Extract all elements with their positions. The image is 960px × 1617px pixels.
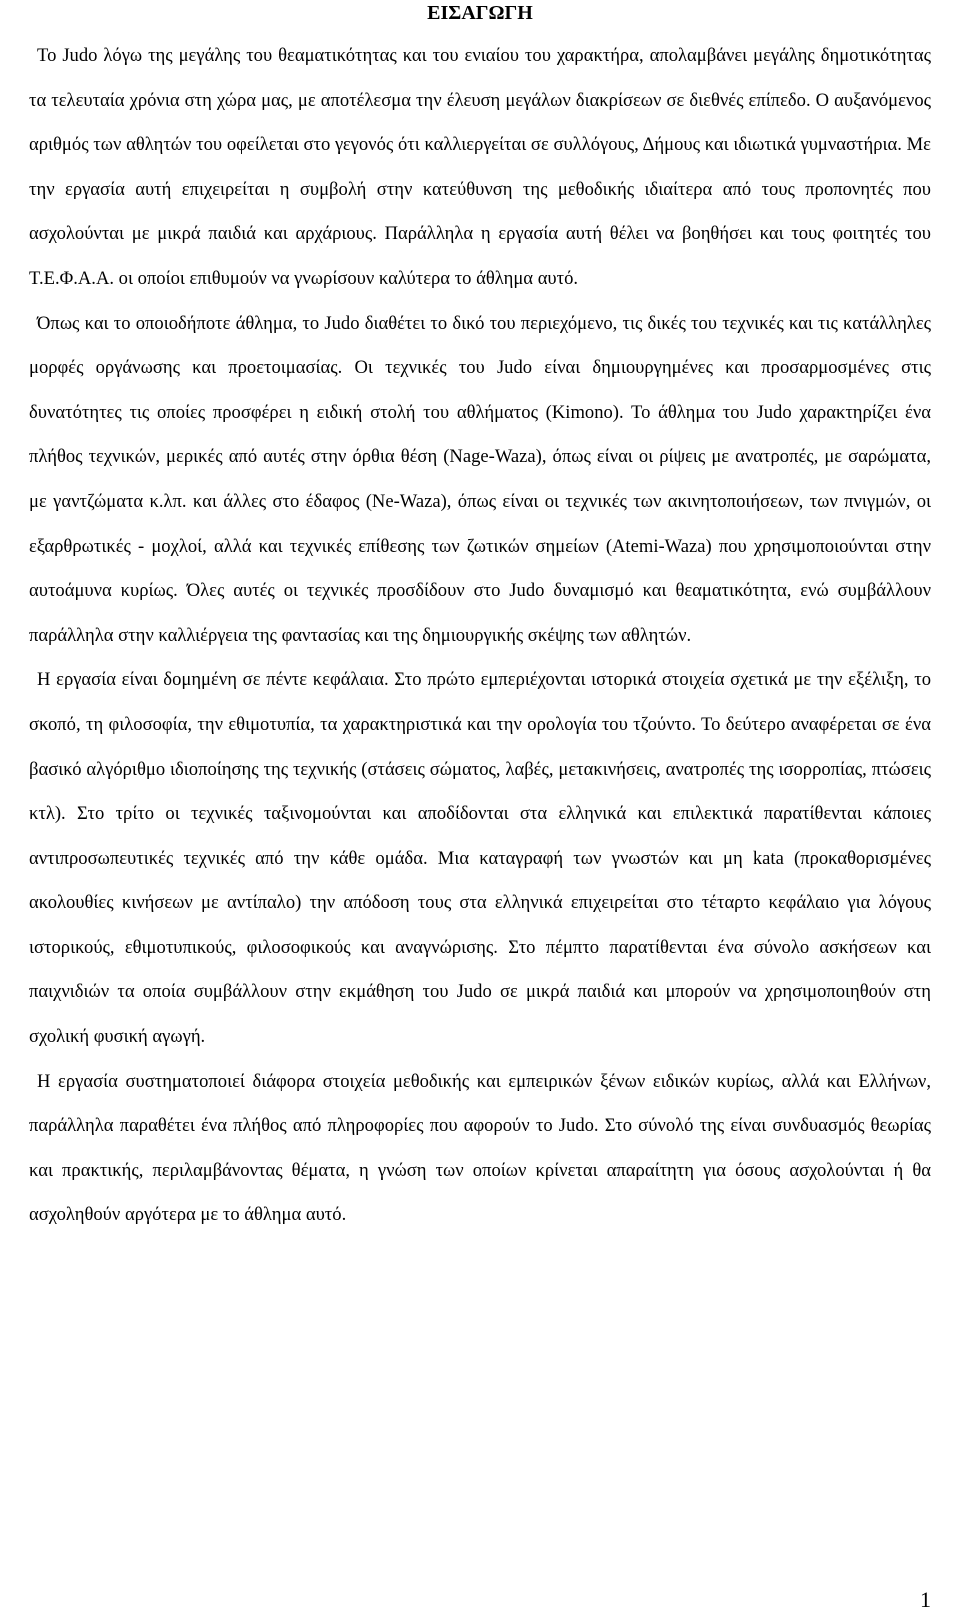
paragraph-4: Η εργασία συστηματοποιεί διάφορα στοιχεία μεθοδικής και εμπειρικών ξένων ειδικών κυρίως, αλλά και Ελλήνων, παράλληλα παραθέτει ένα πλήθος από πληροφορίες που αφορούν το Judo. Στο σύνολό της είναι συνδυασμός θεωρίας και πρακτικής, περιλαμβάνοντας θέματα, η γνώση των οποίων κρίνεται απαραίτητη για όσους ασχολούνται ή θα ασχοληθούν αργότερα με το άθλημα αυτό. bbox=[29, 1070, 931, 1226]
paragraph-3: Η εργασία είναι δομημένη σε πέντε κεφάλαια. Στο πρώτο εμπεριέχονται ιστορικά στοιχεία σχετικά με την εξέλιξη, το σκοπό, τη φιλοσοφία, την εθιμοτυπία, τα χαρακτηριστικά και την ορολογία του τζούντο. Το δεύτερο αναφέρεται σε ένα βασικό αλγόριθμο ιδιοποίησης της τεχνικής (στάσεις σώματος, λαβές, μετακινήσεις, ανατροπές της ισορροπίας, πτώσεις κτλ). Στο τρίτο οι τεχνικές ταξινομούνται και αποδίδονται στα ελληνικά και επιλεκτικά παρατίθενται κάποιες αντιπροσωπευτικές τεχνικές από την κάθε ομάδα. Μια καταγραφή των γνωστών και μη kata (προκαθορισμένες ακολουθίες κινήσεων με αντίπαλο) την απόδοση τους στα ελληνικά επιχειρείται στο τέταρτο κεφάλαιο για λόγους ιστορικούς, εθιμοτυπικούς, φιλοσοφικούς και αναγνώρισης. Στο πέμπτο παρατίθενται ένα σύνολο ασκήσεων και παιχνιδιών τα οποία συμβάλλουν στην εκμάθηση του Judo σε μικρά παιδιά και μπορούν να χρησιμοποιηθούν στη σχολική φυσική αγωγή. bbox=[29, 669, 931, 1048]
document-page bbox=[29, 0, 931, 1612]
page-number: 1 bbox=[920, 1587, 931, 1612]
paragraph-2: Όπως και το οποιοδήποτε άθλημα, το Judo διαθέτει το δικό του περιεχόμενο, τις δικές του τεχνικές και τις κατάλληλες μορφές οργάνωσης και προετοιμασίας. Οι τεχνικές του Judo είναι δημιουργημένες και προσαρμοσμένες στις δυνατότητες τις οποίες προσφέρει η ειδική στολή του αθλήματος (Kimono). Το άθλημα του Judo χαρακτηρίζει ένα πλήθος τεχνικών, μερικές από αυτές στην όρθια θέση (Nage-Waza), όπως είναι οι ρίψεις με ανατροπές, με σαρώματα, με γαντζώματα κ.λπ. και άλλες στο έδαφος (Ne-Waza), όπως είναι οι τεχνικές των ακινητοποιήσεων, των πνιγμών, οι εξαρθρωτικές - μοχλοί, αλλά και τεχνικές επίθεσης των ζωτικών σημείων (Atemi-Waza) που χρησιμοποιούνται στην αυτοάμυνα κυρίως. Όλες αυτές οι τεχνικές προσδίδουν στο Judo δυναμισμό και θεαματικότητα, ενώ συμβάλλουν παράλληλα στην καλλιέργεια της φαντασίας και της δημιουργικής σκέψης των αθλητών. bbox=[29, 312, 931, 646]
paragraph-1: Το Judo λόγω της μεγάλης του θεαματικότητας και του ενιαίου του χαρακτήρα, απολαμβάνει μεγάλης δημοτικότητας τα τελευταία χρόνια στη χώρα μας, με αποτέλεσμα την έλευση μεγάλων διακρίσεων σε διεθνές επίπεδο. Ο αυξανόμενος αριθμός των αθλητών του οφείλεται στο γεγονός ότι καλλιεργείται σε συλλόγους, Δήμους και ιδιωτικά γυμναστήρια. Με την εργασία αυτή επιχειρείται η συμβολή στην κατεύθυνση της μεθοδικής ιδιαίτερα από τους προπονητές που ασχολούνται με μικρά παιδιά και αρχάριους. Παράλληλα η εργασία αυτή θέλει να βοηθήσει και τους φοιτητές του Τ.Ε.Φ.Α.Α. οι οποίοι επιθυμούν να γνωρίσουν καλύτερα το άθλημα αυτό. bbox=[29, 45, 931, 289]
page-title: ΕΙΣΑΓΩΓΗ bbox=[427, 2, 533, 24]
